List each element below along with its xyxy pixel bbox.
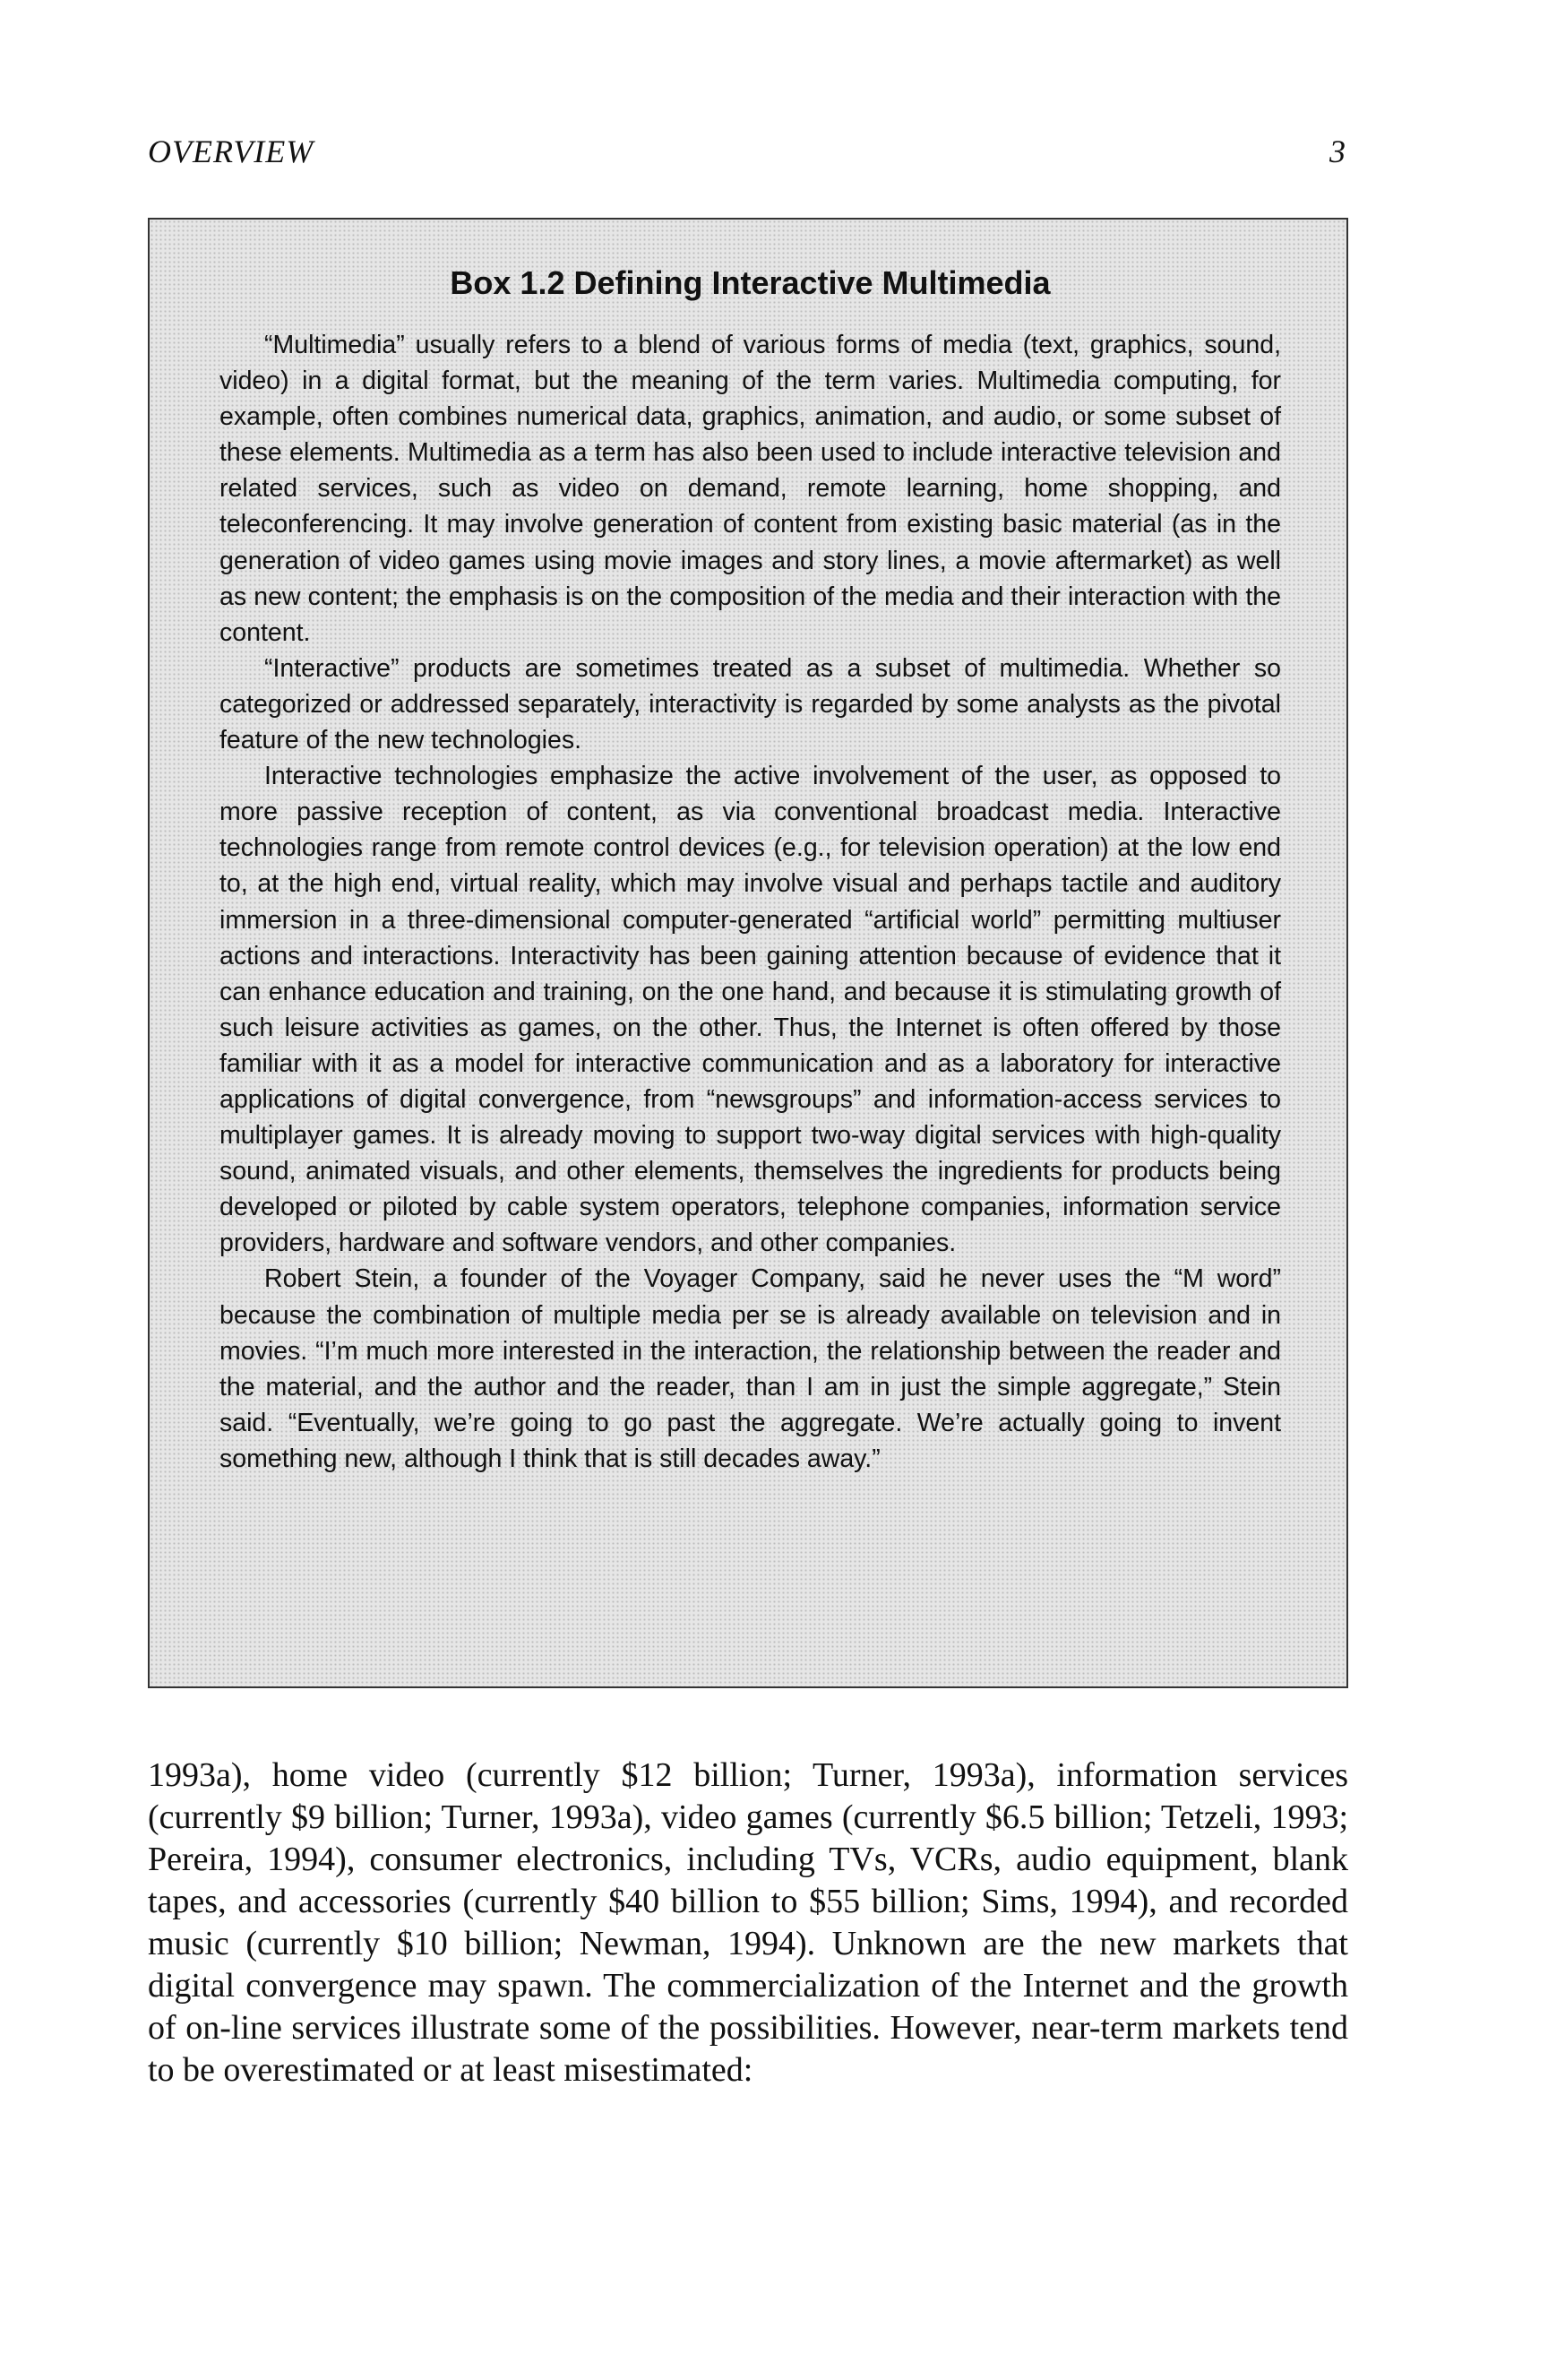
page-number: 3 xyxy=(1329,134,1346,169)
box-paragraph-interactive-products: “Interactive” products are sometimes treated as a subset of multimedia. Whether so categorized or addressed separately, interactivity is regarded by some analysts as the pivotal feature of the new technologies. xyxy=(219,653,1281,755)
sidebar-box xyxy=(148,218,1348,1688)
box-title: Box 1.2 Defining Interactive Multimedia xyxy=(450,264,1051,301)
box-paragraph-robert-stein: Robert Stein, a founder of the Voyager Company, said he never uses the “M word” because the combination of multiple media per se is already available on television and in movies. “I’m much more interested in the interaction, the relationship between the reader and the material, and the author and the reader, than I am in just the simple aggregate,” Stein said. “Eventually, we’re going to go past the aggregate. We’re actually going to invent something new, although I think that is still decades away.” xyxy=(219,1264,1281,1473)
body-paragraph: 1993a), home video (currently $12 billion; Turner, 1993a), information services (currently $9 billion; Turner, 1993a), video games (currently $6.5 billion; Tetzeli, 1993; Pereira, 1994), consumer electronics, including TVs, VCRs, audio equipment, blank tapes, and accessories (currently $40 billion to $55 billion; Sims, 1994), and recorded music (currently $10 billion; Newman, 1994). Unknown are the new markets that digital convergence may spawn. The commercialization of the Internet and the growth of on-line services illustrate some of the possibilities. However, near-term markets tend to be overestimated or at least misestimated: xyxy=(148,1756,1348,2089)
box-paragraph-multimedia: “Multimedia” usually refers to a blend of various forms of media (text, graphics, sound, video) in a digital format, but the meaning of the term varies. Multimedia computing, for example, often combines numerical data, graphics, animation, and audio, or some subset of these elements. Multimedia as a term has also been used to include interactive television and related services, such as video on demand, remote learning, home shopping, and teleconferencing. It may involve generation of content from existing basic material (as in the generation of video games using movie images and story lines, a movie aftermarket) as well as new content; the emphasis is on the composition of the media and their interaction with the content. xyxy=(219,331,1281,647)
running-head: OVERVIEW xyxy=(148,134,314,169)
box-paragraph-interactive-technologies: Interactive technologies emphasize the active involvement of the user, as opposed to more passive reception of content, as via conventional broadcast media. Interactive technologies range from remote control devices (e.g., for television operation) at the low end to, at the high end, virtual reality, which may involve visual and perhaps tactile and auditory immersion in a three-dimensional computer-generated “artificial world” permitting multiuser actions and interactions. Interactivity has been gaining attention because of evidence that it can enhance education and training, on the one hand, and because it is stimulating growth of such leisure activities as games, on the other. Thus, the Internet is often offered by those familiar with it as a model for interactive communication and as a laboratory for interactive applications of digital convergence, from “newsgroups” and information-access services to multiplayer games. It is already moving to support two-way digital services with high-quality sound, animated visuals, and other elements, themselves the ingredients for products being developed or piloted by cable system operators, telephone companies, information service providers, hardware and software vendors, and other companies. xyxy=(219,762,1281,1258)
